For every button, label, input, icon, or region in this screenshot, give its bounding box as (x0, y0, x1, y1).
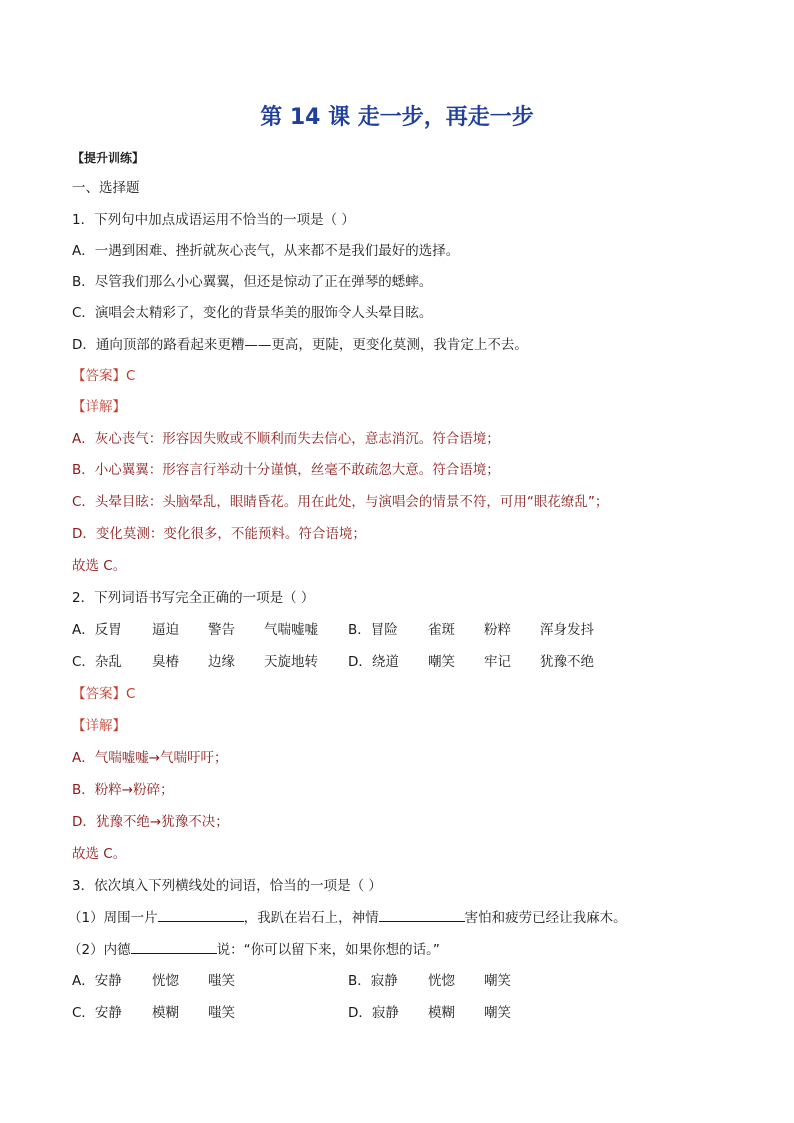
q3-word: 恍惚 (428, 973, 455, 989)
q2-word: 粉粹 (484, 622, 511, 638)
q3-word: A．安静 (72, 973, 122, 989)
q2-word: 浑身发抖 (540, 622, 594, 638)
fill-blank (158, 907, 244, 922)
q3-word: C．安静 (72, 1005, 122, 1021)
q2-word: 雀斑 (428, 622, 455, 638)
fill-blank (379, 907, 465, 922)
q2-detail-label: 【详解】 (72, 718, 126, 734)
fill-blank (131, 939, 217, 954)
section-heading: 一、选择题 (72, 180, 140, 196)
q3-word: D．寂静 (348, 1005, 399, 1021)
q2-stem: 2．下列词语书写完全正确的一项是（ ） (72, 590, 315, 606)
q3-sentence-2 (68, 939, 440, 960)
q2-word: B．冒险 (348, 622, 398, 638)
q2-detail-a: A．气喘嘘嘘→气喘吁吁； (72, 750, 228, 766)
q2-word: 牢记 (484, 654, 511, 670)
q2-options-row-1 (72, 620, 624, 640)
q2-word: D．绕道 (348, 654, 399, 670)
q2-word: 犹豫不绝 (540, 654, 594, 670)
q2-detail-b: B．粉粹→粉碎； (72, 782, 174, 798)
q3-word: 嘲笑 (484, 973, 511, 989)
q3-s1-part: （1）周围一片 (68, 910, 158, 926)
q2-word: 气喘嘘嘘 (264, 622, 318, 638)
q3-sentence-1 (68, 907, 627, 928)
q3-s1-part: ，我趴在岩石上，神情 (243, 910, 379, 926)
q2-word: 嘲笑 (428, 654, 455, 670)
q2-word: A．反胃 (72, 622, 122, 638)
q2-answer: 【答案】C (72, 686, 136, 702)
q1-detail-c: C．头晕目眩：头脑晕乱，眼睛昏花。用在此处，与演唱会的情景不符，可用“眼花缭乱”； (72, 494, 609, 510)
q2-conclusion: 故选 C。 (72, 846, 127, 862)
q1-detail-d: D．变化莫测：变化很多，不能预料。符合语境； (72, 526, 366, 542)
q3-word: 模糊 (428, 1005, 455, 1021)
q2-word: C．杂乱 (72, 654, 122, 670)
q1-detail-b: B．小心翼翼：形容言行举动十分谨慎，丝毫不敢疏忽大意。符合语境； (72, 462, 500, 478)
q3-s2-part: （2）内德 (68, 942, 131, 958)
q3-s2-part: 说：“你可以留下来，如果你想的话。” (216, 942, 440, 958)
q3-options-row-2 (72, 1003, 540, 1023)
q3-stem: 3．依次填入下列横线处的词语，恰当的一项是（ ） (72, 878, 382, 894)
q1-detail-a: A．灰心丧气：形容因失败或不顺利而失去信心，意志消沉。符合语境； (72, 431, 500, 447)
q1-option-c: C．演唱会太精彩了，变化的背景华美的服饰令人头晕目眩。 (72, 305, 433, 321)
q2-word: 警告 (208, 622, 235, 638)
lesson-title: 第 14 课 走一步，再走一步 (260, 105, 534, 130)
q2-word: 边缘 (208, 654, 235, 670)
q3-word: 嘲笑 (484, 1005, 511, 1021)
q2-word: 逼迫 (152, 622, 179, 638)
q1-stem: 1．下列句中加点成语运用不恰当的一项是（ ） (72, 212, 355, 228)
q3-word: 嗤笑 (208, 973, 235, 989)
q1-option-a: A．一遇到困难、挫折就灰心丧气，从来都不是我们最好的选择。 (72, 243, 460, 259)
q2-word: 臭椿 (152, 654, 179, 670)
q1-answer: 【答案】C (72, 368, 136, 384)
q1-conclusion: 故选 C。 (72, 558, 127, 574)
q3-word: 模糊 (152, 1005, 179, 1021)
q3-s1-part: 害怕和疲劳已经让我麻木。 (464, 910, 627, 926)
q2-word: 天旋地转 (264, 654, 318, 670)
q2-options-row-2 (72, 652, 624, 672)
q1-option-b: B．尽管我们那么小心翼翼，但还是惊动了正在弹琴的蟋蟀。 (72, 274, 433, 290)
q3-word: B．寂静 (348, 973, 398, 989)
q2-detail-d: D．犹豫不绝→犹豫不决； (72, 814, 229, 830)
q1-detail-label: 【详解】 (72, 399, 126, 415)
q3-options-row-1 (72, 971, 540, 991)
q1-option-d: D．通向顶部的路看起来更糟——更高，更陡，更变化莫测，我肯定上不去。 (72, 337, 528, 353)
q3-word: 恍惚 (152, 973, 179, 989)
section-tag: 【提升训练】 (72, 151, 145, 165)
q3-word: 嗤笑 (208, 1005, 235, 1021)
